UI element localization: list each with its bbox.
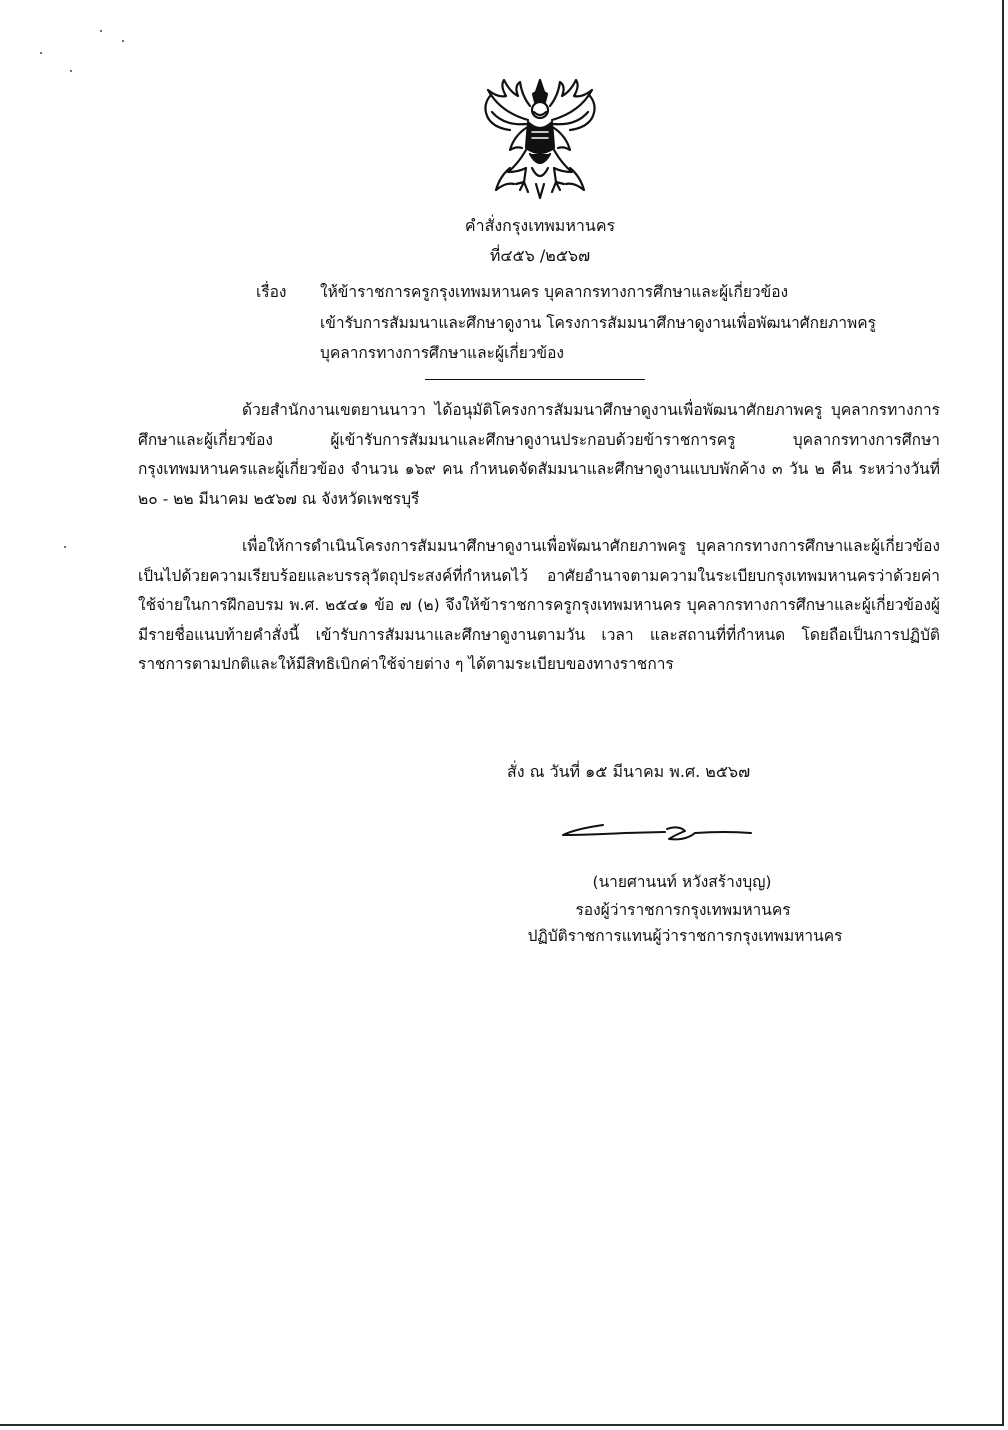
order-date: สั่ง ณ วันที่ ๑๕ มีนาคม พ.ศ. ๒๕๖๗: [507, 762, 751, 781]
signer-name: (นายศานนท์ หวังสร้างบุญ): [592, 873, 772, 891]
document-title: คำสั่งกรุงเทพมหานคร: [464, 216, 616, 235]
signer-position: รองผู้ว่าราชการกรุงเทพมหานคร: [575, 901, 791, 919]
scan-speck: [100, 30, 102, 32]
scan-speck: [64, 546, 66, 548]
garuda-emblem-icon: [470, 72, 610, 202]
handwritten-signature-icon: [555, 815, 755, 855]
scan-speck: [70, 70, 72, 72]
body-paragraph-1: ด้วยสำนักงานเขตยานนาวา ได้อนุมัติโครงการสัมมนาศึกษาดูงานเพื่อพัฒนาศักยภาพครู บุคลากรทางการศึกษาและผู้เกี่ยวข้อง ผู้เข้ารับการสัมมนาและศึกษาดูงานประกอบด้วยข้าราชการครู บุคลากรทางการศึกษากรุงเทพมหานครและผู้เกี่ยวข้อง จำนวน ๑๖๙ คน กำหนดจัดสัมมนาและศึกษาดูงานแบบพักค้าง ๓ วัน ๒ คืน ระหว่างวันที่ ๒๐ - ๒๒ มีนาคม ๒๕๖๗ ณ จังหวัดเพชรบุรี: [138, 401, 940, 508]
subject-label: เรื่อง: [256, 283, 287, 301]
order-number: ที่๔๕๖ /๒๕๖๗: [489, 246, 591, 265]
section-divider: [425, 379, 645, 380]
subject-line: บุคลากรทางการศึกษาและผู้เกี่ยวข้อง: [320, 344, 565, 362]
body-paragraph-2: เพื่อให้การดำเนินโครงการสัมมนาศึกษาดูงานเพื่อพัฒนาศักยภาพครู บุคลากรทางการศึกษาและผู้เกี่ยวข้อง เป็นไปด้วยความเรียบร้อยและบรรลุวัตถุประสงค์ที่กำหนดไว้ อาศัยอำนาจตามความในระเบียบกรุงเทพมหานครว่าด้วยค่าใช้จ่ายในการฝึกอบรม พ.ศ. ๒๕๔๑ ข้อ ๗ (๒) จึงให้ข้าราชการครูกรุงเทพมหานคร บุคลากรทางการศึกษาและผู้เกี่ยวข้องผู้มีรายชื่อแนบท้ายคำสั่งนี้ เข้ารับการสัมมนาและศึกษาดูงานตามวัน เวลา และสถานที่ที่กำหนด โดยถือเป็นการปฏิบัติราชการตามปกติและให้มีสิทธิเบิกค่าใช้จ่ายต่าง ๆ ได้ตามระเบียบของทางราชการ: [138, 537, 940, 673]
subject-line: เข้ารับการสัมมนาและศึกษาดูงาน โครงการสัมมนาศึกษาดูงานเพื่อพัฒนาศักยภาพครู: [320, 314, 876, 332]
scan-speck: [40, 52, 42, 54]
signer-acting-position: ปฏิบัติราชการแทนผู้ว่าราชการกรุงเทพมหานคร: [527, 927, 843, 945]
subject-line: ให้ข้าราชการครูกรุงเทพมหานคร บุคลากรทางการศึกษาและผู้เกี่ยวข้อง: [320, 283, 789, 301]
scan-speck: [122, 40, 124, 42]
